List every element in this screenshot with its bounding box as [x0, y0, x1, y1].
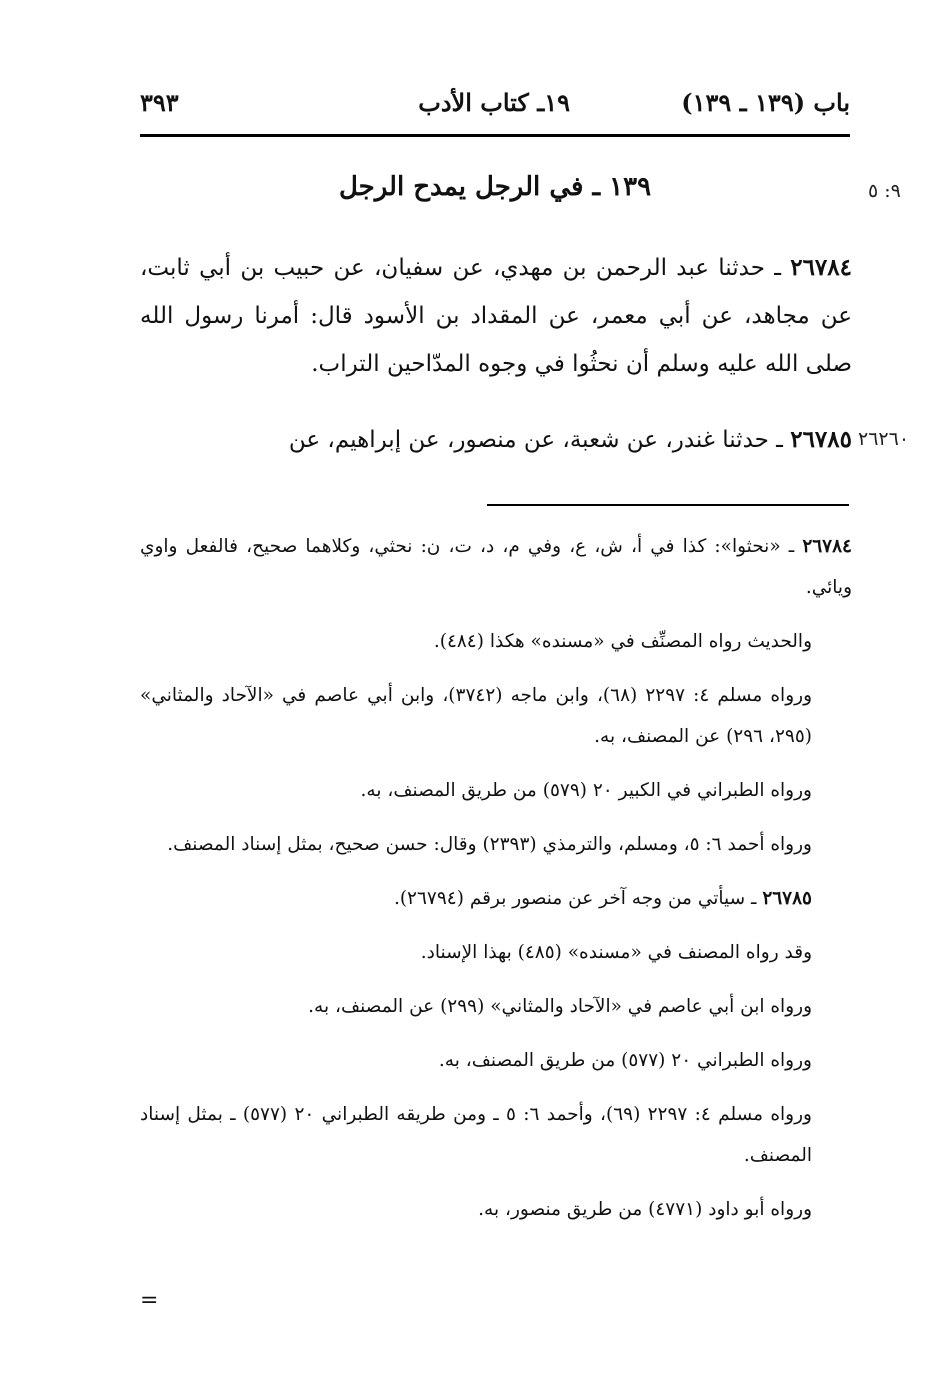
- footnote-text: والحديث رواه المصنِّف في «مسنده» هكذا (٤٨٤).: [433, 631, 812, 652]
- hadith-26785: [140, 416, 852, 464]
- chapter-margin-ref: ٩: ٥: [868, 180, 901, 202]
- footnote-text: ورواه أبو داود (٤٧٧١) من طريق منصور، به.: [478, 1199, 812, 1220]
- hadith-text: ـ حدثنا غندر، عن شعبة، عن منصور، عن إبراهيم، عن: [288, 427, 791, 453]
- footnote-text: وقد رواه المصنف في «مسنده» (٤٨٥) بهذا الإسناد.: [420, 942, 812, 963]
- continuation-mark: =: [140, 1288, 159, 1313]
- footnote-text: ـ «نحثوا»: كذا في أ، ش، ع، وفي م، د، ت، ن: نحثي، وكلاهما صحيح، فالفعل واوي ويائي.: [140, 536, 852, 598]
- footnote: [140, 675, 852, 757]
- footnote: [140, 932, 852, 973]
- footnote: [140, 621, 852, 662]
- hadith-margin-ref: ٢٦٢٦٠: [858, 428, 910, 450]
- hadith-number: ٢٦٧٨٥: [790, 426, 852, 453]
- chapter-title: ١٣٩ ـ في الرجل يمدح الرجل: [338, 172, 652, 202]
- hadith-text: ـ حدثنا عبد الرحمن بن مهدي، عن سفيان، عن حبيب بن أبي ثابت، عن مجاهد، عن أبي معمر، عن المقداد بن الأسود قال: أمرنا رسول الله صلى الله عليه وسلم أن نحثُوا في وجوه المدّاحين التراب.: [140, 255, 852, 377]
- footnote: [140, 1094, 852, 1176]
- footnote-text: ورواه الطبراني في الكبير ٢٠ (٥٧٩) من طريق المصنف، به.: [360, 780, 812, 801]
- header-page-number: ٣٩٣: [140, 88, 179, 117]
- page-header: [140, 88, 850, 128]
- hadith-number: ٢٦٧٨٤: [790, 254, 852, 281]
- footnote-number: ٢٦٧٨٤: [802, 536, 852, 557]
- footnote-text: ورواه الطبراني ٢٠ (٥٧٧) من طريق المصنف، به.: [438, 1050, 812, 1071]
- footnote-text: ـ سيأتي من وجه آخر عن منصور برقم (٢٦٧٩٤).: [393, 888, 763, 909]
- footnote: [140, 1189, 852, 1230]
- footnote-divider: [487, 504, 849, 506]
- footnote: [140, 878, 852, 919]
- hadith-26784: [140, 244, 852, 388]
- footnote: [140, 1040, 852, 1081]
- footnote: [140, 526, 852, 608]
- header-divider: [140, 134, 850, 137]
- footnote-text: ورواه مسلم ٤: ٢٢٩٧ (٦٨)، وابن ماجه (٣٧٤٢)، وابن أبي عاصم في «الآحاد والمثاني» (٢٩٥، ٢٩٦) عن المصنف، به.: [140, 685, 812, 747]
- footnotes: [140, 526, 852, 1243]
- header-section-range: باب (١٣٩ ـ ١٣٩): [681, 88, 850, 117]
- footnote-text: ورواه أحمد ٦: ٥، ومسلم، والترمذي (٢٣٩٣) وقال: حسن صحيح، بمثل إسناد المصنف.: [167, 834, 812, 855]
- footnote: [140, 986, 852, 1027]
- footnote-number: ٢٦٧٨٥: [762, 888, 812, 909]
- footnote-text: ورواه مسلم ٤: ٢٢٩٧ (٦٩)، وأحمد ٦: ٥ ـ ومن طريقه الطبراني ٢٠ (٥٧٧) ـ بمثل إسناد المصنف.: [140, 1104, 812, 1166]
- header-book-title: ١٩ـ كتاب الأدب: [418, 88, 570, 117]
- footnote: [140, 824, 852, 865]
- footnote-text: ورواه ابن أبي عاصم في «الآحاد والمثاني» (٢٩٩) عن المصنف، به.: [308, 996, 812, 1017]
- footnote: [140, 770, 852, 811]
